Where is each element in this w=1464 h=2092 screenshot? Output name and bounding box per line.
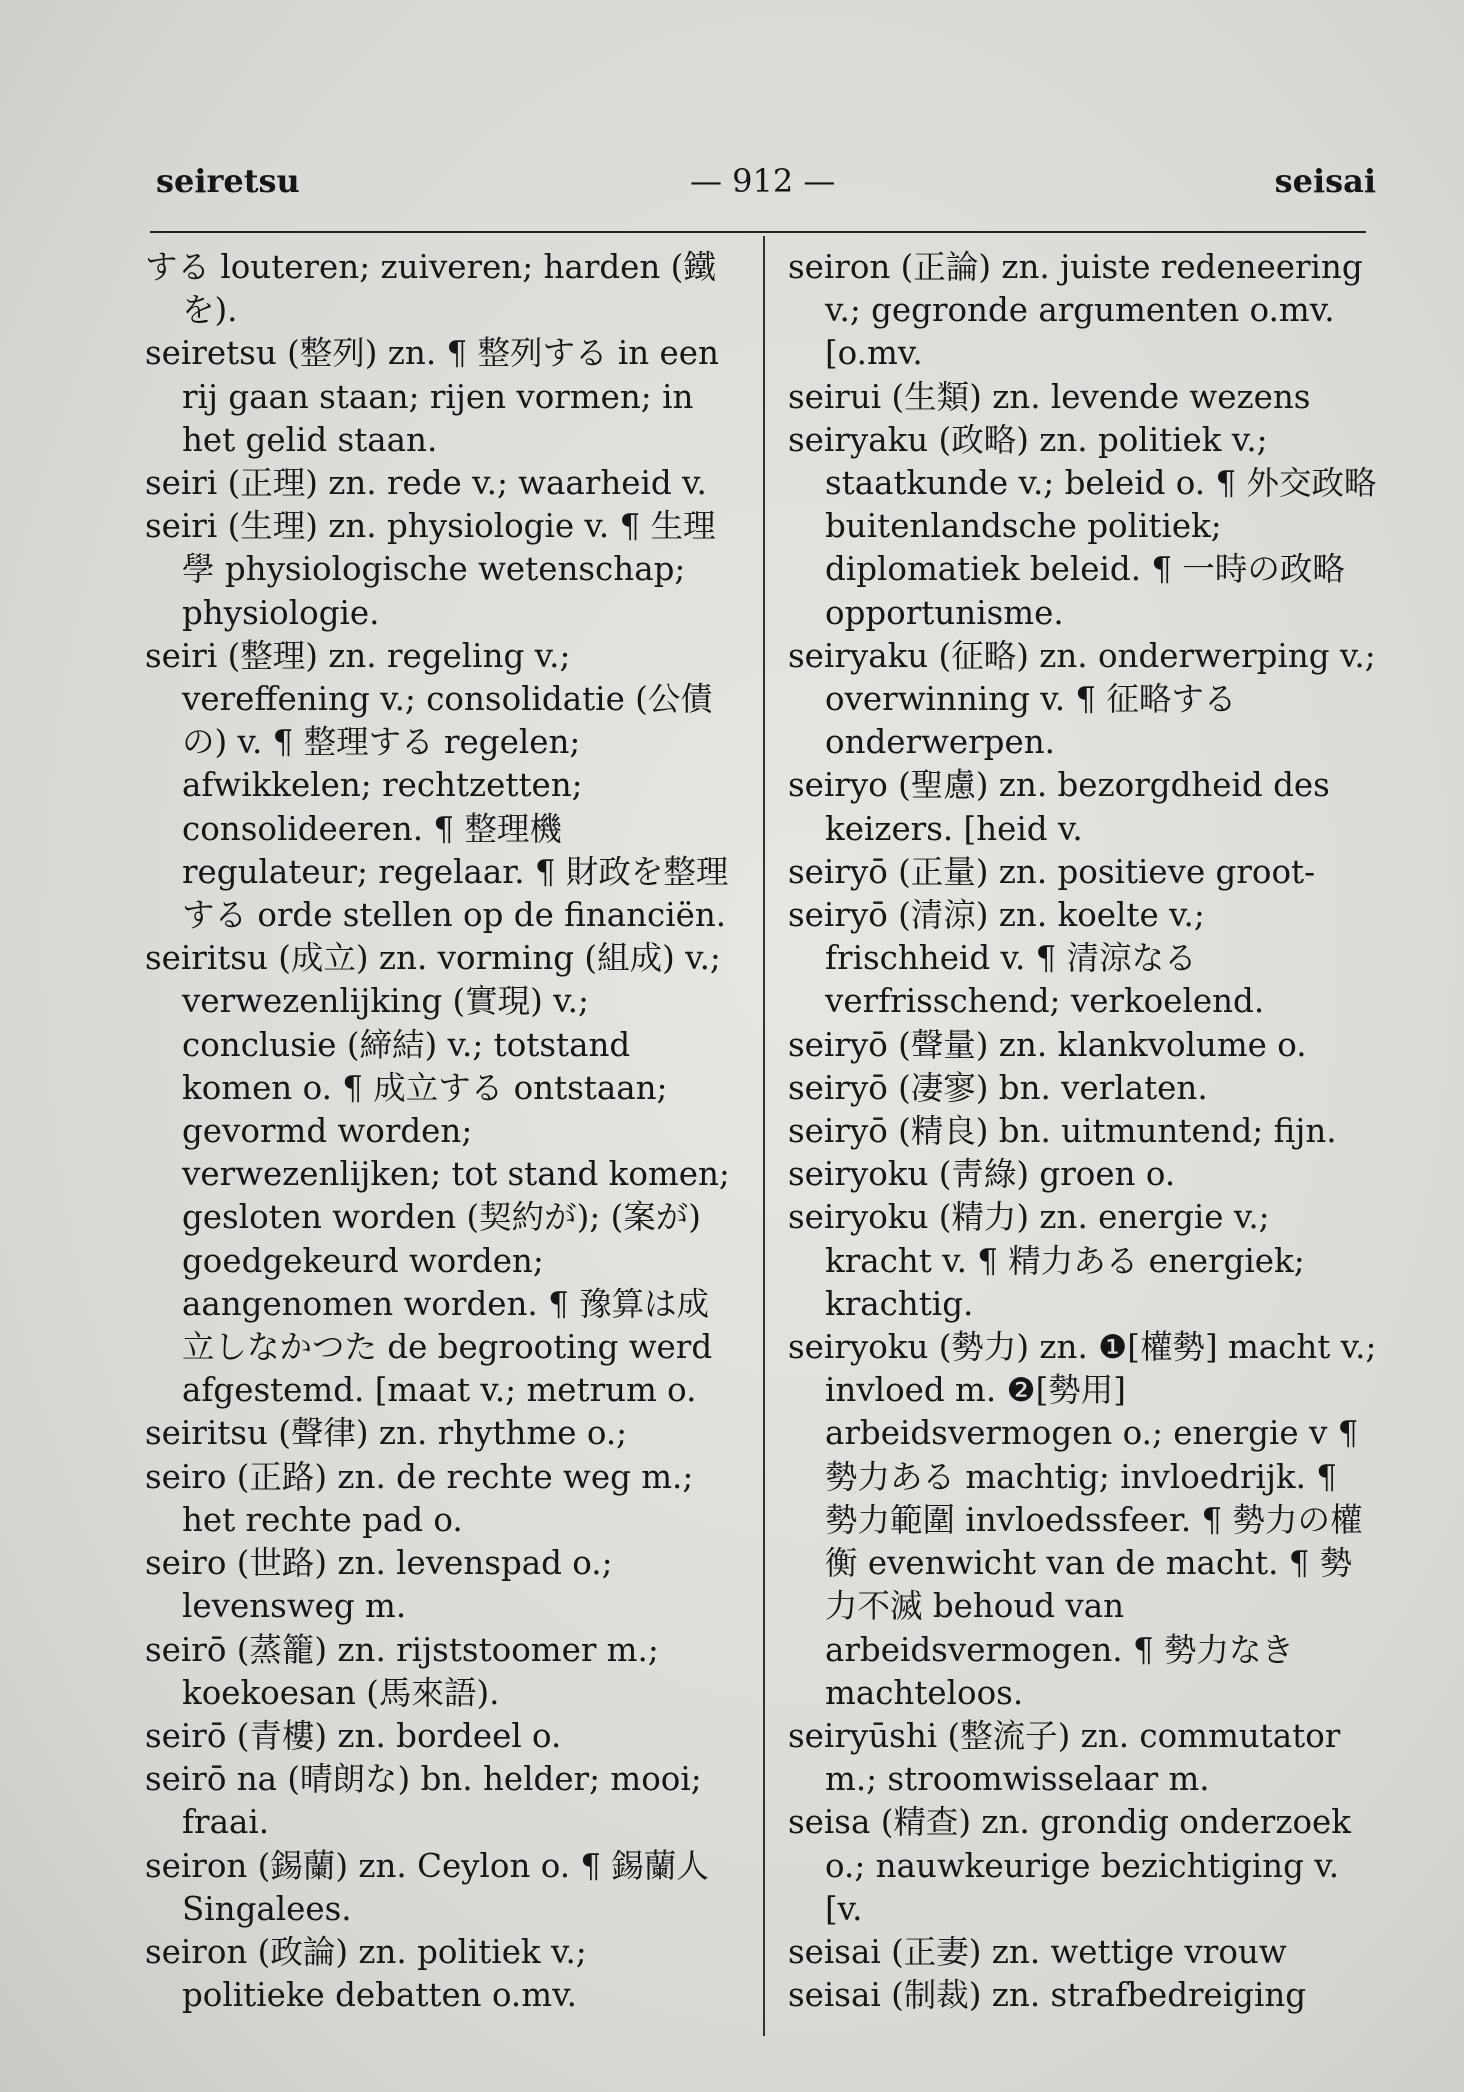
entry: seirō (蒸籠) zn. rijststoomer m.; koekoesan (馬來語). — [145, 1630, 659, 1712]
entry: seiron (正論) zn. juiste redeneering v.; gegronde argumenten o.mv. [o.mv. — [788, 248, 1363, 373]
entry: seiryō (正量) zn. positieve groot- — [788, 852, 1316, 891]
right-column — [788, 246, 1378, 2017]
entry: seiri (整理) zn. regeling v.; vereffening v.; consolidatie (公債の) v. ¶ 整理する regelen; afwikkelen; rechtzetten; consolideeren. ¶ 整理機 regulateur; regelaar. ¶ 財政を整理する orde stellen op de financiën. — [145, 636, 729, 935]
entry: seiryō (聲量) zn. klankvolume o. — [788, 1025, 1307, 1064]
entry: seirō (青樓) zn. bordeel o. — [145, 1716, 562, 1755]
header-left-guideword: seiretsu — [156, 162, 300, 200]
entry: seiro (正路) zn. de rechte weg m.; het rechte pad o. — [145, 1457, 694, 1539]
page-header — [150, 162, 1376, 210]
entry: seiryoku (靑綠) groen o. — [788, 1155, 1176, 1194]
entry: する louteren; zuiveren; harden (鐵を). — [145, 248, 716, 330]
entry: seiron (政論) zn. politiek v.; politieke debatten o.mv. — [145, 1932, 587, 2015]
entry: seiryō (凄寥) bn. verlaten. — [788, 1068, 1208, 1107]
entry: seiryō (清涼) zn. koelte v.; frischheid v. ¶ 清涼なる verfrisschend; verkoelend. — [788, 896, 1265, 1021]
entry: seisai (制裁) zn. strafbedreiging — [788, 1976, 1307, 2015]
entry: seiri (正理) zn. rede v.; waarheid v. — [145, 464, 707, 503]
entry: seiryo (聖慮) zn. bezorgdheid des keizers. [heid v. — [788, 766, 1330, 848]
left-column — [145, 246, 735, 2017]
entry: seisa (精查) zn. grondig onderzoek o.; nauwkeurige bezichtiging v. [v. — [788, 1803, 1351, 1928]
entry: seisai (正妻) zn. wettige vrouw — [788, 1932, 1287, 1971]
header-rule — [150, 231, 1366, 233]
entry: seiritsu (聲律) zn. rhythme o.; — [145, 1414, 628, 1453]
entry: seirō na (晴朗な) bn. helder; mooi; fraai. — [145, 1760, 702, 1842]
page-number: — 912 — — [690, 162, 836, 200]
entry: seiryaku (政略) zn. politiek v.; staatkunde v.; beleid o. ¶ 外交政略 buitenlandsche politiek; diplomatiek beleid. ¶ 一時の政略 opportunisme. — [788, 420, 1377, 632]
entry: seiryoku (勢力) zn. ❶[權勢] macht v.; invloed m. ❷[勢用] arbeidsvermogen o.; energie v ¶ 勢力ある machtig; invloedrijk. ¶ 勢力範圍 invloedssfeer. ¶ 勢力の權衡 evenwicht van de macht. ¶ 勢力不滅 behoud van arbeidsvermogen. ¶ 勢力なき machteloos. — [788, 1328, 1377, 1712]
entry: seiryoku (精力) zn. energie v.; kracht v. ¶ 精力ある energiek; krachtig. — [788, 1198, 1305, 1323]
column-divider — [763, 236, 765, 2036]
header-right-guideword: seisai — [1274, 162, 1376, 200]
entry: seiritsu (成立) zn. vorming (組成) v.; verwezenlijking (實現) v.; conclusie (締結) v.; totstand komen o. ¶ 成立する ontstaan; gevormd worden; verwezenlijken; tot stand komen; gesloten worden (契約が); (案が) goedgekeurd worden; aangenomen worden. ¶ 豫算は成立しなかつた de begrooting werd afgestemd. [maat v.; metrum o. — [145, 939, 730, 1410]
entry: seiretsu (整列) zn. ¶ 整列する in een rij gaan staan; rijen vormen; in het gelid staan. — [145, 334, 719, 459]
entry: seiryaku (征略) zn. onderwerping v.; overwinning v. ¶ 征略する onderwerpen. — [788, 636, 1376, 762]
entry: seiri (生理) zn. physiologie v. ¶ 生理學 physiologische wetenschap; physiologie. — [145, 507, 716, 632]
entry: seiryō (精良) bn. uitmuntend; fijn. — [788, 1112, 1337, 1151]
entry: seiron (錫蘭) zn. Ceylon o. ¶ 錫蘭人 Singalees. — [145, 1846, 709, 1928]
entry: seirui (生類) zn. levende wezens — [788, 377, 1311, 416]
entry: seiro (世路) zn. levenspad o.; levensweg m. — [145, 1544, 613, 1626]
entry: seiryūshi (整流子) zn. commutator m.; stroomwisselaar m. — [788, 1716, 1341, 1799]
